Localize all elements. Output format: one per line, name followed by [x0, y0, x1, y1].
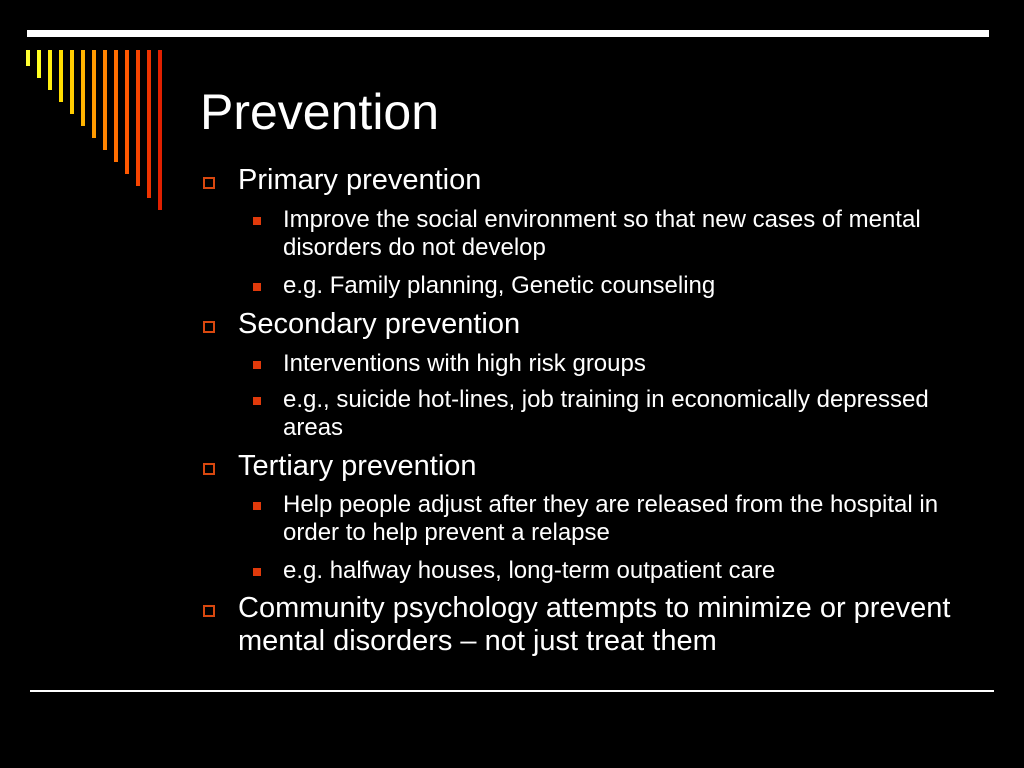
sub-list-item: [283, 350, 990, 378]
filled-square-bullet-icon: [253, 361, 261, 369]
list-item-text: Tertiary prevention: [238, 450, 477, 482]
sub-list-item: [283, 272, 990, 300]
list-item-text: Primary prevention: [238, 164, 482, 196]
hollow-square-bullet-icon: [203, 177, 215, 189]
sub-list-item-text: e.g. halfway houses, long-term outpatient care: [283, 557, 776, 584]
hollow-square-bullet-icon: [203, 321, 215, 333]
list-item: [200, 164, 990, 197]
sub-list-item: [283, 386, 990, 442]
sub-list-item-text: Interventions with high risk groups: [283, 350, 646, 377]
bottom-divider: [30, 690, 994, 692]
list-item-text: Community psychology attempts to minimize or prevent mental disorders – not just treat them: [238, 592, 951, 657]
sub-list-item: [283, 557, 990, 585]
slide-title: Prevention: [200, 84, 440, 140]
hollow-square-bullet-icon: [203, 463, 215, 475]
sub-list-item: [283, 491, 990, 547]
sub-list-item-text: Improve the social environment so that new cases of mental disorders do not develop: [283, 206, 921, 261]
sub-list-item-text: e.g. Family planning, Genetic counseling: [283, 272, 716, 299]
list-item: [200, 592, 990, 658]
decorative-stripes: [0, 0, 180, 215]
filled-square-bullet-icon: [253, 217, 261, 225]
list-item: [200, 308, 990, 341]
filled-square-bullet-icon: [253, 283, 261, 291]
filled-square-bullet-icon: [253, 568, 261, 576]
list-item-text: Secondary prevention: [238, 308, 521, 340]
filled-square-bullet-icon: [253, 397, 261, 405]
list-item: [200, 450, 990, 483]
sub-list-item-text: e.g., suicide hot-lines, job training in economically depressed areas: [283, 386, 929, 441]
filled-square-bullet-icon: [253, 502, 261, 510]
sub-list-item-text: Help people adjust after they are released from the hospital in order to help prevent a relapse: [283, 491, 939, 546]
sub-list-item: [283, 206, 990, 262]
hollow-square-bullet-icon: [203, 605, 215, 617]
